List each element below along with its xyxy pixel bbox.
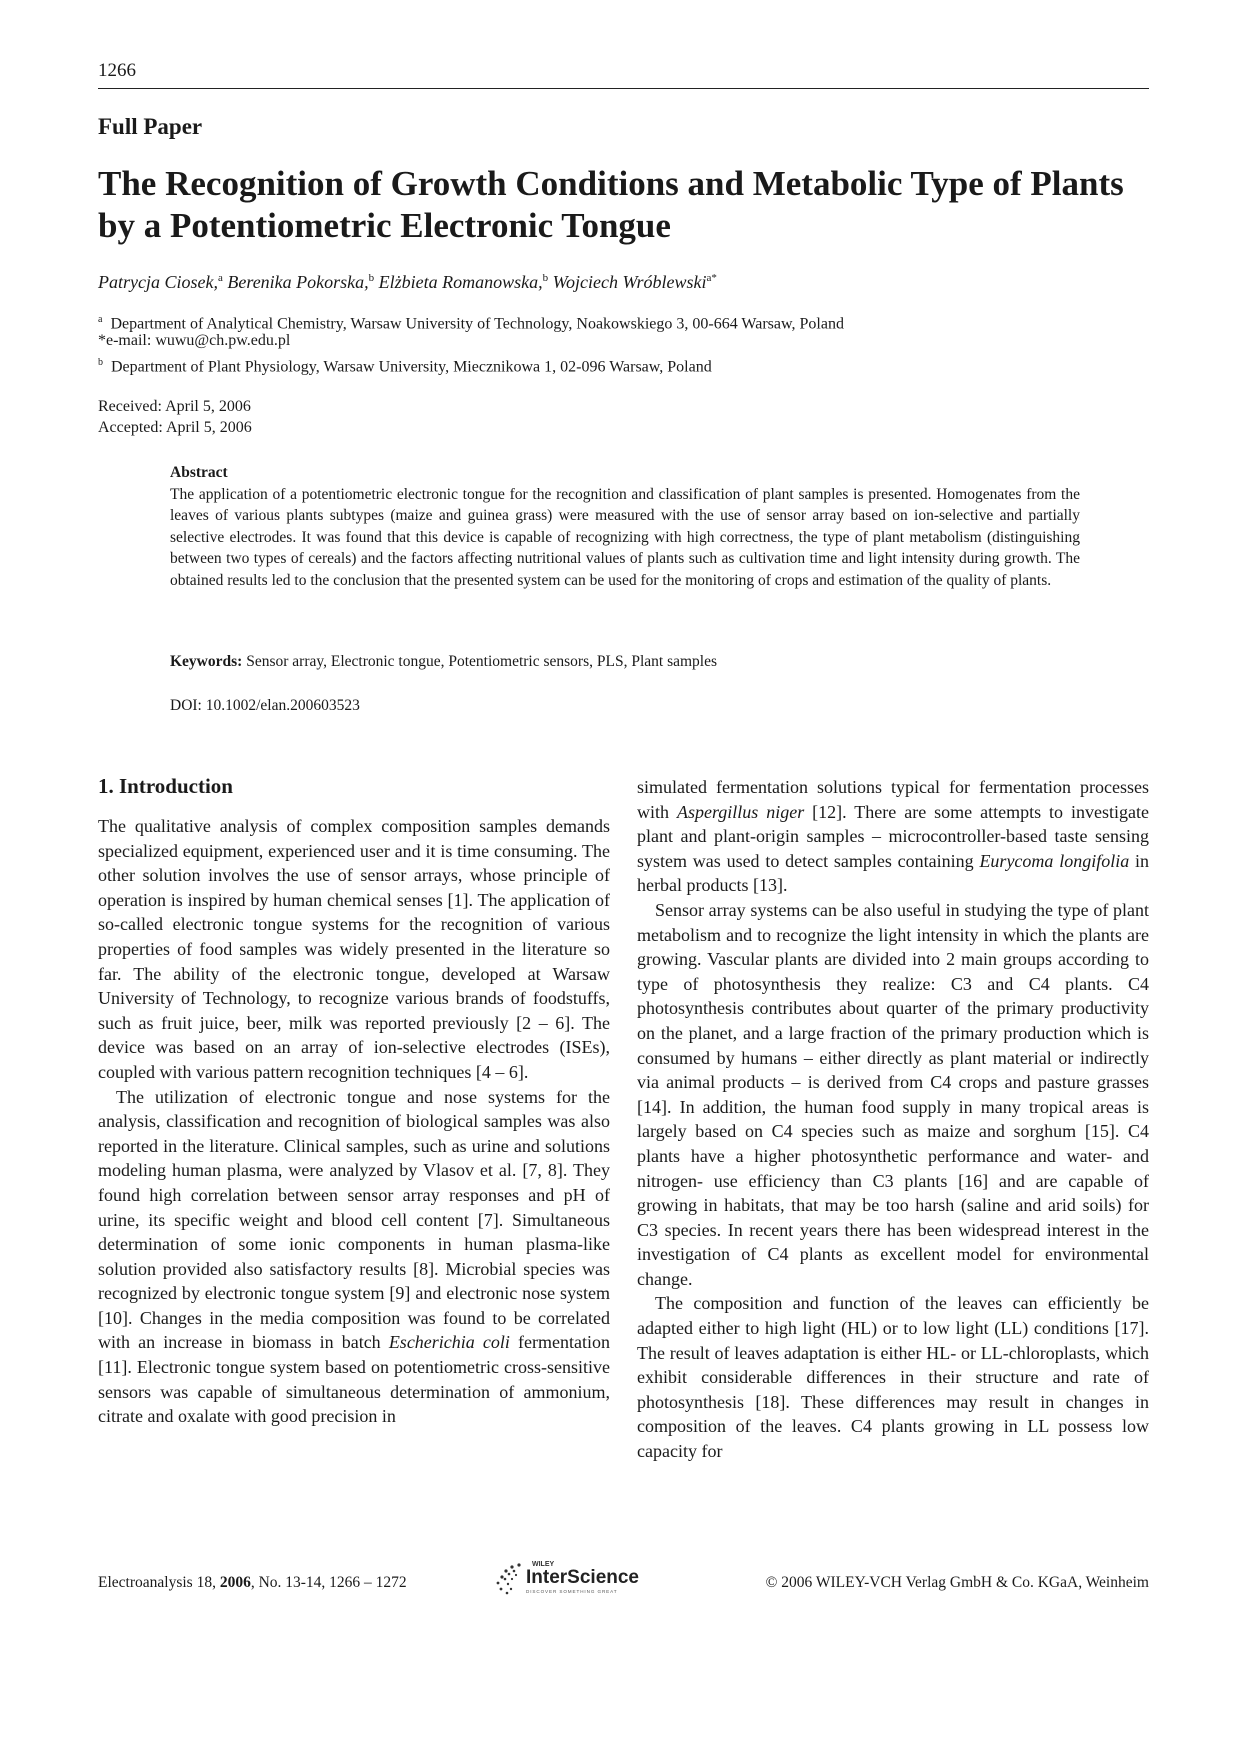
text-run: simulated fermentation solutions typical for fermentation processes with bbox=[637, 777, 1149, 822]
affiliation-text: Department of Analytical Chemistry, Warsaw University of Technology, Noakowskiego 3, 00-664 Warsaw, Poland bbox=[110, 315, 844, 333]
dates bbox=[98, 396, 252, 438]
logo-text: InterScience bbox=[526, 1567, 639, 1588]
affiliation-mark: a bbox=[98, 314, 103, 325]
keywords-text: Sensor array, Electronic tongue, Potentiometric sensors, PLS, Plant samples bbox=[246, 653, 718, 670]
author-affiliation-mark: a bbox=[217, 272, 223, 284]
header-rule bbox=[98, 88, 1149, 89]
page-number: 1266 bbox=[98, 60, 136, 81]
author-name: Berenika Pokorska, bbox=[227, 272, 369, 292]
intro-paragraph: The composition and function of the leaves can efficiently be adapted either to high light (HL) or to low light (LL) conditions [17]. The result of leaves adaptation is either HL- or LL-chloroplasts, which exhibit considerable differences in their structure and rate of photosynthesis [18]. These differences may result in changes in composition of the leaves. C4 plants growing in LL possess low capacity for bbox=[637, 1293, 1149, 1462]
intro-paragraph: The qualitative analysis of complex composition samples demands specialized equipment, experienced user and it is time consuming. The other solution involves the use of sensor arrays, whose principle of operation is inspired by human chemical senses [1]. The application of so-called electronic tongue systems for the recognition of various properties of food samples was widely presented in the literature so far. The ability of the electronic tongue, developed at Warsaw University of Technology, to recognize various brands of foodstuffs, such as fruit juice, beer, milk was reported previously [2 – 6]. The device was based on an array of ion-selective electrodes (ISEs), coupled with various pattern recognition techniques [4 – 6]. bbox=[98, 816, 610, 1082]
corresponding-email[interactable]: *e-mail: wuwu@ch.pw.edu.pl bbox=[98, 332, 291, 349]
journal-name: Electroanalysis 18, bbox=[98, 1574, 220, 1591]
affiliation-b bbox=[98, 352, 712, 377]
received-date: Received: April 5, 2006 bbox=[98, 398, 251, 415]
text-run: fermentation [11]. Electronic tongue system based on potentiometric cross-sensitive sensors was capable of simultaneous determination of ammonium, citrate and oxalate with good precision in bbox=[98, 1332, 610, 1427]
left-column bbox=[98, 773, 610, 1429]
copyright: © 2006 WILEY-VCH Verlag GmbH & Co. KGaA, Weinheim bbox=[765, 1574, 1149, 1591]
abstract bbox=[170, 462, 1080, 591]
accepted-date: Accepted: April 5, 2006 bbox=[98, 419, 252, 436]
journal-issue: , No. 13-14, 1266 – 1272 bbox=[250, 1574, 407, 1591]
intro-paragraph: Sensor array systems can be also useful in studying the type of plant metabolism and to recognize the light intensity in which the plants are growing. Vascular plants are divided into 2 main groups according to type of photosynthesis they realize: C3 and C4 plants. C4 photosynthesis contributes about quarter of the primary productivity on the planet, and a large fraction of the primary production which is consumed by humans – either directly as plant material or indirectly via animal products – is derived from C4 crops and pasture grasses [14]. In addition, the human food supply in many tropical areas is largely based on C4 species such as maize and sorghum [15]. C4 plants have a higher photosynthetic performance and water- and nitrogen- use efficiency than C3 plants [16] and are capable of growing in habitats, that may be too harsh (saline and arid soils) for C3 species. In recent years there has been widespread interest in the investigation of C4 plants as excellent model for environmental change. bbox=[637, 899, 1149, 1289]
abstract-text: The application of a potentiometric electronic tongue for the recognition and classification of plant samples is presented. Homogenates from the leaves of various plants subtypes (maize and guinea grass) were measured with the use of sensor array based on ion-selective and partially selective electrodes. It was found that this device is capable of recognizing with high correctness, the type of plant metabolism (distinguishing between two types of cereals) and the factors affecting nutritional values of plants such as cultivation time and light intensity during growth. The obtained results led to the conclusion that the presented system can be used for the monitoring of crops and estimation of the quality of plants. bbox=[170, 485, 1080, 589]
logo-brand: WILEY bbox=[532, 1561, 555, 1568]
author-affiliation-mark: a* bbox=[706, 272, 717, 284]
species-name: Eurycoma longifolia bbox=[979, 850, 1130, 871]
author-affiliation-mark: b bbox=[542, 272, 549, 284]
keywords-label: Keywords: bbox=[170, 653, 243, 670]
species-name: Aspergillus niger bbox=[676, 801, 805, 822]
right-column bbox=[637, 775, 1149, 1464]
text-run: [12]. There are some attempts to investigate plant and plant-origin samples – microcontroller-based taste sensing system was used to detect samples containing bbox=[637, 801, 1149, 871]
intro-paragraph bbox=[98, 1085, 610, 1429]
doi[interactable]: DOI: 10.1002/elan.200603523 bbox=[170, 697, 360, 714]
keywords bbox=[170, 653, 717, 671]
section-label: Full Paper bbox=[98, 114, 203, 139]
author-list bbox=[98, 272, 717, 293]
journal-year: 2006 bbox=[219, 1574, 251, 1591]
intro-heading: 1. Introduction bbox=[98, 774, 233, 798]
abstract-heading: Abstract bbox=[170, 464, 228, 481]
intro-paragraph bbox=[637, 775, 1149, 898]
species-name: Escherichia coli bbox=[388, 1332, 510, 1353]
author-affiliation-mark: b bbox=[368, 272, 375, 284]
text-run: in herbal products [13]. bbox=[637, 850, 1150, 896]
affiliation-mark: b bbox=[98, 357, 103, 368]
paper-title: The Recognition of Growth Conditions and Metabolic Type of Plants by a Potentiometric Electronic Tongue bbox=[98, 164, 1124, 245]
author-name: Wojciech Wróblewski bbox=[552, 272, 707, 292]
author-name: Patrycja Ciosek, bbox=[98, 272, 218, 292]
logo-tagline: DISCOVER SOMETHING GREAT bbox=[526, 1589, 618, 1594]
text-run: The utilization of electronic tongue and nose systems for the analysis, classification and recognition of biological samples was also reported in the literature. Clinical samples, such as urine and solutions modeling human plasma, were analyzed by Vlasov et al. [7, 8]. They found high correlation between sensor array responses and pH of urine, its specific weight and blood cell content [7]. Simultaneous determination of some ionic components in human plasma-like solution provided also satisfactory results [8]. Microbial species was recognized by electronic tongue system [9] and electronic nose system [10]. Changes in the media composition was found to be correlated with an increase in biomass in batch bbox=[98, 1086, 610, 1353]
author-name: Elżbieta Romanowska, bbox=[378, 272, 543, 292]
logo-swirl-icon bbox=[497, 1563, 521, 1594]
affiliation-text: Department of Plant Physiology, Warsaw University, Miecznikowa 1, 02-096 Warsaw, Poland bbox=[111, 358, 712, 376]
journal-citation bbox=[98, 1574, 407, 1592]
wiley-interscience-logo bbox=[488, 1555, 648, 1599]
